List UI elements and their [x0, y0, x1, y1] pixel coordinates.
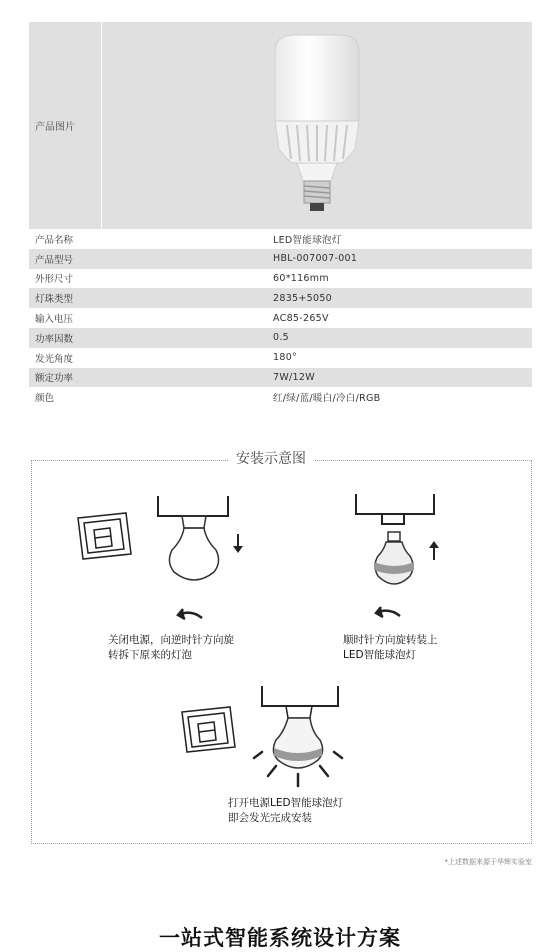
data-source-note: *上述数据来源于华辉实验室	[444, 858, 532, 866]
spec-row-color	[29, 387, 532, 407]
step3-line2: 即会发光完成安装	[228, 812, 312, 824]
spec-value: AC85-265V	[273, 312, 329, 324]
spec-value: HBL-007007-001	[273, 253, 358, 265]
spec-label: 外形尺寸	[35, 274, 74, 286]
install-title: 安装示意图	[228, 448, 314, 468]
spec-value: 0.5	[273, 332, 290, 344]
wall-switch-icon	[78, 513, 131, 559]
spec-value: 7W/12W	[273, 371, 315, 383]
spec-row-power	[29, 368, 532, 388]
spec-label: 发光角度	[35, 353, 74, 365]
spec-label: 产品型号	[35, 254, 74, 266]
down-arrow-icon	[233, 534, 243, 553]
product-image	[102, 22, 532, 229]
spec-row-name	[29, 229, 532, 249]
step3-caption	[228, 796, 343, 826]
fixture-icon	[158, 496, 228, 516]
spec-table	[29, 22, 532, 407]
spec-label: 输入电压	[35, 314, 74, 326]
fixture-icon-2	[356, 494, 434, 524]
led-bulb-icon	[374, 532, 414, 584]
step1-line1: 关闭电源，向逆时针方向旋	[108, 634, 234, 646]
spec-label: 灯珠类型	[35, 294, 74, 306]
step3-line1: 打开电源LED智能球泡灯	[228, 797, 344, 809]
product-image-label: 产品图片	[29, 22, 102, 229]
led-bulb-image	[257, 31, 377, 221]
spec-value: 红/绿/蓝/暖白/冷白/RGB	[273, 393, 381, 405]
spec-value: 2835+5050	[273, 292, 333, 304]
counterclockwise-arrow-icon	[178, 609, 202, 619]
step1-line2: 转拆下原来的灯泡	[108, 649, 192, 661]
spec-value: LED智能球泡灯	[273, 234, 342, 246]
wall-switch-icon-2	[182, 707, 235, 752]
spec-label: 功率因数	[35, 333, 74, 345]
spec-label: 颜色	[35, 393, 55, 405]
clockwise-arrow-icon	[376, 607, 400, 617]
spec-row-led-type	[29, 288, 532, 308]
lit-bulb-icon	[273, 718, 322, 768]
spec-row-model	[29, 249, 532, 269]
spec-label: 产品名称	[35, 234, 74, 246]
spec-row-size	[29, 269, 532, 289]
step2-caption	[343, 633, 438, 663]
section-headline: 一站式智能系统设计方案	[159, 926, 401, 950]
step2-line1: 顺时针方向旋转装上	[343, 634, 438, 646]
step1-caption	[108, 633, 234, 663]
spec-row-voltage	[29, 308, 532, 328]
fixture-icon-3	[262, 686, 338, 718]
old-bulb-icon	[169, 516, 218, 580]
spec-value: 60*116mm	[273, 272, 329, 284]
spec-row-power-factor	[29, 328, 532, 348]
spec-row-angle	[29, 348, 532, 368]
product-image-row	[29, 22, 532, 229]
up-arrow-icon	[429, 541, 439, 560]
spec-label: 额定功率	[35, 373, 74, 385]
step2-line2: LED智能球泡灯	[343, 649, 417, 661]
spec-value: 180°	[273, 352, 298, 364]
